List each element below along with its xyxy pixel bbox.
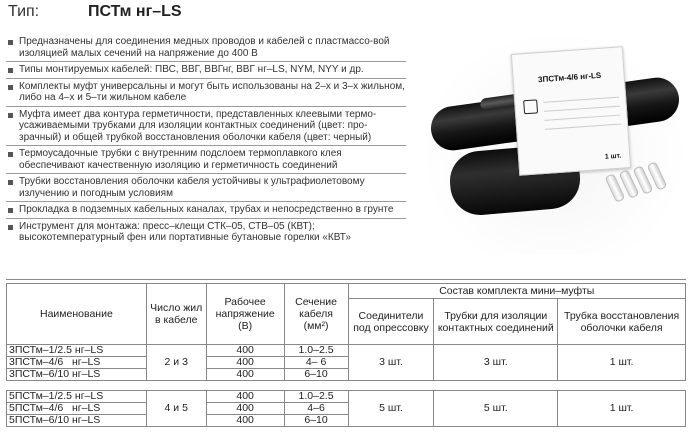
col-header-sheath-tube: Трубка восстановления оболочки кабеля bbox=[558, 299, 686, 345]
col-header-insulation-tubes: Трубки для изоляции контактных соединений bbox=[434, 299, 558, 345]
spec-table-container bbox=[6, 283, 686, 427]
bullet-icon bbox=[8, 152, 13, 157]
type-label: Тип: bbox=[8, 3, 40, 20]
label-product-name: 3ПСТм-4/6 нг-LS bbox=[537, 70, 602, 85]
cell-name: 5ПСТм–4/6 нг–LS bbox=[7, 403, 147, 415]
product-photo bbox=[420, 30, 688, 255]
cell-section: 6–10 bbox=[284, 415, 348, 427]
cell-name: 3ПСТм–1/2.5 нг–LS bbox=[7, 345, 147, 357]
cell-voltage: 400 bbox=[206, 403, 284, 415]
col-header-connectors: Соединители под опрессовку bbox=[348, 299, 434, 345]
feature-text: Трубки восстановления оболочки кабеля устойчивы к ультрафиолетовому излучению и погодным условиям bbox=[19, 176, 365, 199]
table-row bbox=[7, 391, 686, 403]
separator-cell bbox=[7, 381, 686, 391]
cell-section: 1.0–2.5 bbox=[284, 345, 348, 357]
feature-text: Инструмент для монтажа: пресс–клещи СТК–05, СТВ–05 (КВТ); высокотемпературный фен или портативные бутановые горелки «КВТ» bbox=[19, 220, 351, 243]
cell-name: 5ПСТм–1/2.5 нг–LS bbox=[7, 391, 147, 403]
cell-voltage: 400 bbox=[206, 415, 284, 427]
cell-connectors: 5 шт. bbox=[348, 391, 434, 427]
label-fine-print bbox=[522, 54, 614, 60]
package-label bbox=[511, 46, 631, 176]
feature-text: Комплекты муфт универсальны и могут быть использованы на 2–х и 3–х жильном, либо на 4–х и 5–ти жильном кабеле bbox=[19, 80, 405, 103]
col-header-cores: Число жил в кабеле bbox=[146, 284, 206, 345]
col-header-name: Наименование bbox=[7, 284, 147, 345]
cell-cores: 2 и 3 bbox=[146, 345, 206, 381]
group-separator bbox=[7, 381, 686, 391]
brand-logo-icon bbox=[523, 99, 538, 114]
bullet-icon bbox=[8, 208, 13, 213]
feature-item bbox=[6, 145, 406, 173]
feature-item bbox=[6, 34, 406, 61]
cell-section: 4– 6 bbox=[284, 357, 348, 369]
cell-name: 5ПСТм–6/10 нг–LS bbox=[7, 415, 147, 427]
feature-item bbox=[6, 173, 406, 201]
feature-item bbox=[6, 201, 406, 218]
spec-table bbox=[6, 283, 686, 427]
feature-text: Прокладка в подземных кабельных каналах, трубах и непосредственно в грунте bbox=[19, 204, 394, 215]
cell-cores: 4 и 5 bbox=[146, 391, 206, 427]
cell-connectors: 3 шт. bbox=[348, 345, 434, 381]
cell-voltage: 400 bbox=[206, 345, 284, 357]
table-top-rule bbox=[6, 279, 686, 280]
bullet-icon bbox=[8, 85, 13, 90]
bullet-icon bbox=[8, 68, 13, 73]
cell-voltage: 400 bbox=[206, 391, 284, 403]
cell-voltage: 400 bbox=[206, 369, 284, 381]
table-row bbox=[7, 345, 686, 357]
product-type-header bbox=[8, 3, 182, 29]
feature-item bbox=[6, 218, 406, 246]
cell-section: 1.0–2.5 bbox=[284, 391, 348, 403]
cell-voltage: 400 bbox=[206, 357, 284, 369]
cell-sheath-tube: 1 шт. bbox=[558, 345, 686, 381]
bullet-icon bbox=[8, 225, 13, 230]
feature-text: Термоусадочные трубки с внутренним подслоем термоплавкого клея обеспечивают качественную изоляцию и герметичность соединений bbox=[19, 148, 342, 171]
cell-insulation-tubes: 5 шт. bbox=[434, 391, 558, 427]
col-header-section: Сечение кабеля (мм²) bbox=[284, 284, 348, 345]
feature-list bbox=[6, 34, 406, 246]
bullet-icon bbox=[8, 180, 13, 185]
cell-section: 4–6 bbox=[284, 403, 348, 415]
cell-insulation-tubes: 3 шт. bbox=[434, 345, 558, 381]
feature-text: Муфта имеет два контура герметичности, представленных клеевыми термо-усаживаемыми трубками для изоляции контактных соединений (цвет: про-зрачный) и общей трубкой восстановления оболочки кабеля (цвет: черный) bbox=[19, 108, 377, 143]
label-spec-lines bbox=[543, 92, 621, 133]
feature-item bbox=[6, 78, 406, 106]
col-header-voltage: Рабочее напряжение (В) bbox=[206, 284, 284, 345]
cell-section: 6–10 bbox=[284, 369, 348, 381]
col-header-kit: Состав комплекта мини–муфты bbox=[348, 284, 685, 299]
type-value: ПСТм нг–LS bbox=[88, 3, 182, 20]
bullet-icon bbox=[8, 40, 13, 45]
feature-item bbox=[6, 106, 406, 146]
cell-name: 3ПСТм–6/10 нг–LS bbox=[7, 369, 147, 381]
label-quantity: 1 шт. bbox=[604, 152, 622, 161]
connector-sleeves-image bbox=[610, 160, 670, 210]
feature-text: Предназначены для соединения медных проводов и кабелей с пластмассо-вой изоляцией малых сечений на напряжение до 400 В bbox=[19, 36, 390, 59]
cell-sheath-tube: 1 шт. bbox=[558, 391, 686, 427]
feature-text: Типы монтируемых кабелей: ПВС, ВВГ, ВВГнг, ВВГ нг–LS, NYM, NYY и др. bbox=[19, 64, 364, 75]
bullet-icon bbox=[8, 113, 13, 118]
feature-item bbox=[6, 61, 406, 78]
cell-name: 3ПСТм–4/6 нг–LS bbox=[7, 357, 147, 369]
